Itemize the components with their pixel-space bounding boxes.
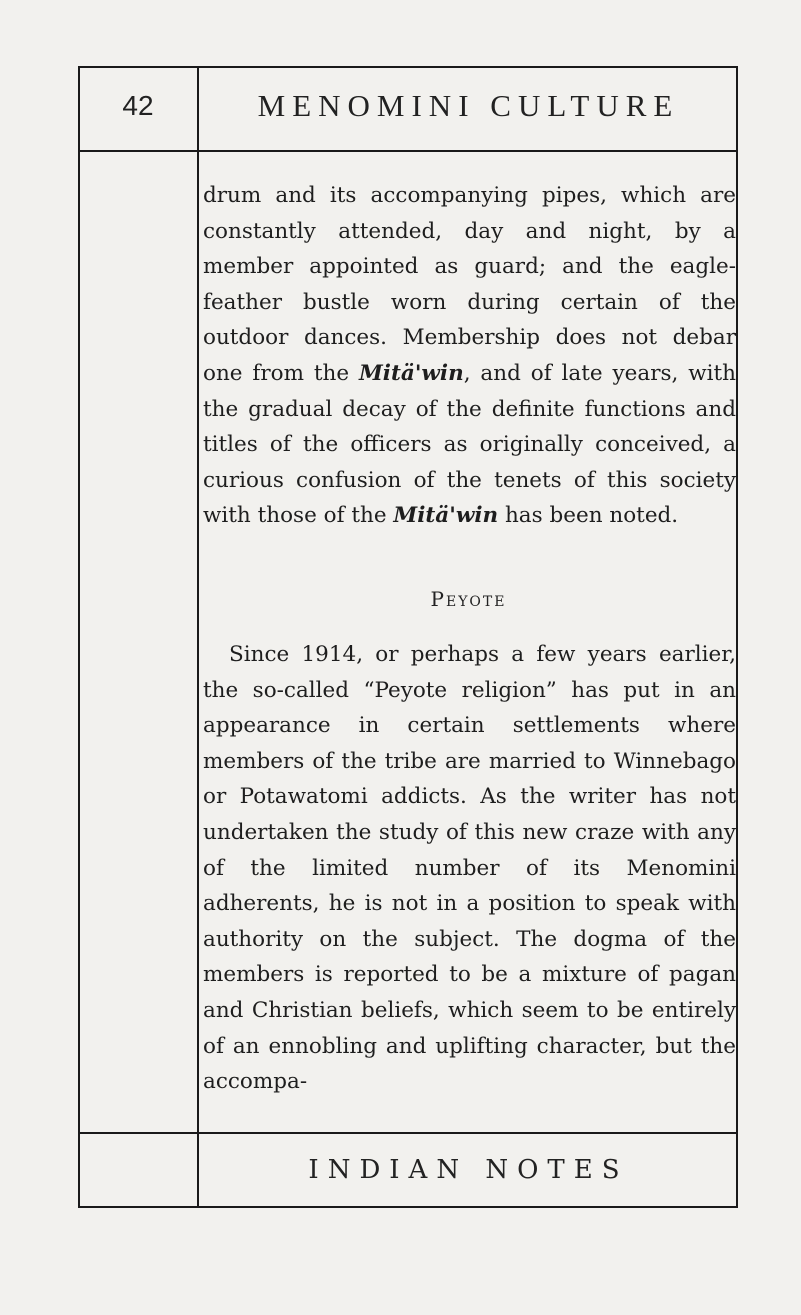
paragraph-1-text-c: has been noted. (498, 503, 679, 529)
paragraph-1-text-b: , and of late years, with the gradual decay of the definite functions and titles of the officers as originally conceived, a curious confusion of the tenets of this society with those of the (203, 360, 736, 529)
paragraph-1 (203, 178, 736, 534)
paragraph-1-text-a: drum and its accompanying pipes, which are constantly attended, day and night, by a member appointed as guard; and the eagle-feather bustle worn during certain of the outdoor dances. Membership does not debar one from the (203, 183, 736, 386)
footer-series-title: INDIAN NOTES (308, 1155, 629, 1185)
term-mitawin-1: Mitä'win (358, 360, 464, 386)
page-number: 42 (122, 90, 154, 121)
section-heading: Peyote (430, 587, 507, 611)
margin-divider (197, 66, 199, 1208)
footer-rule (78, 1132, 738, 1134)
term-mitawin-2: Mitä'win (393, 503, 499, 529)
header-rule (78, 150, 738, 152)
running-head: MENOMINI CULTURE (257, 88, 680, 123)
paragraph-2: Since 1914, or perhaps a few years earlier, the so-called “Peyote religion” has put in an appearance in certain settlements where members of the tribe are married to Winnebago or Potawatomi addicts. As the writer has not undertaken the study of this new craze with any of the limited number of its Menomini adherents, he is not in a position to speak with authority on the subject. The dogma of the members is reported to be a mixture of pagan and Christian beliefs, which seem to be entirely of an ennobling and uplifting character, but the accompa- (203, 642, 736, 1095)
